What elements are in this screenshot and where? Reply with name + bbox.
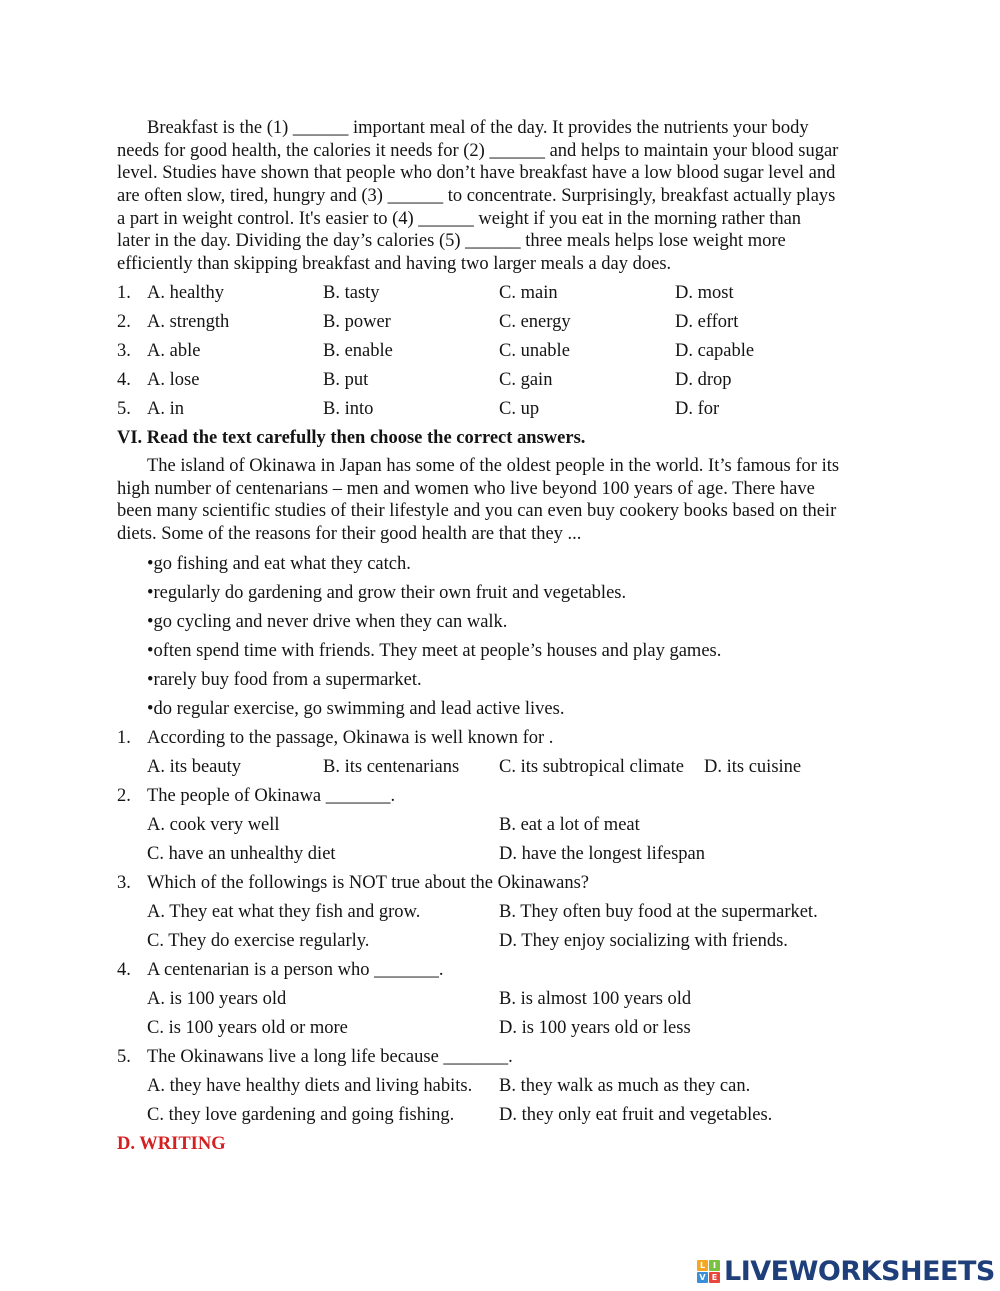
logo-blocks-icon	[697, 1260, 720, 1283]
reading-line: diets. Some of the reasons for their good health are that they ...	[117, 524, 582, 544]
option-d[interactable]: D. for	[675, 399, 720, 419]
option-d[interactable]: D. its cuisine	[704, 757, 802, 777]
question-number: 4.	[117, 370, 131, 390]
option-d[interactable]: D. effort	[675, 312, 739, 332]
bullet-item: •regularly do gardening and grow their own fruit and vegetables.	[147, 583, 627, 603]
option-a[interactable]: A. strength	[147, 312, 230, 332]
cloze-line: level. Studies have shown that people who don’t have breakfast have a low blood sugar level and	[117, 163, 836, 183]
option-c[interactable]: C. They do exercise regularly.	[147, 931, 370, 951]
option-c[interactable]: C. main	[499, 283, 558, 303]
option-a[interactable]: A. is 100 years old	[147, 989, 287, 1009]
question-stem: Which of the followings is NOT true about the Okinawans?	[147, 873, 590, 893]
bullet-item: •do regular exercise, go swimming and lead active lives.	[147, 699, 565, 719]
question-number: 2.	[117, 312, 131, 332]
option-d[interactable]: D. drop	[675, 370, 732, 390]
option-d[interactable]: D. capable	[675, 341, 755, 361]
question-stem: According to the passage, Okinawa is well known for .	[147, 728, 554, 748]
logo-text: LIVEWORKSHEETS	[724, 1255, 995, 1287]
cloze-line: later in the day. Dividing the day’s calories (5) ______ three meals helps lose weight more	[117, 231, 786, 251]
question-number: 5.	[117, 1047, 131, 1067]
reading-line: high number of centenarians – men and women who live beyond 100 years of age. There have	[117, 479, 815, 499]
option-b[interactable]: B. its centenarians	[323, 757, 460, 777]
option-b[interactable]: B. enable	[323, 341, 393, 361]
option-b[interactable]: B. They often buy food at the supermarket.	[499, 902, 818, 922]
question-number: 1.	[117, 283, 131, 303]
writing-heading: D. WRITING	[117, 1134, 226, 1154]
bullet-item: •go fishing and eat what they catch.	[147, 554, 411, 574]
cloze-line: are often slow, tired, hungry and (3) ______ to concentrate. Surprisingly, breakfast actually plays	[117, 186, 836, 206]
cloze-line: Breakfast is the (1) ______ important meal of the day. It provides the nutrients your body	[147, 118, 809, 138]
option-b[interactable]: B. tasty	[323, 283, 380, 303]
option-a[interactable]: A. healthy	[147, 283, 225, 303]
section-heading: VI. Read the text carefully then choose the correct answers.	[117, 428, 586, 448]
option-c[interactable]: C. they love gardening and going fishing.	[147, 1105, 455, 1125]
option-c[interactable]: C. have an unhealthy diet	[147, 844, 336, 864]
bullet-item: •rarely buy food from a supermarket.	[147, 670, 422, 690]
reading-line: The island of Okinawa in Japan has some of the oldest people in the world. It’s famous for its	[147, 456, 840, 476]
option-a[interactable]: A. They eat what they fish and grow.	[147, 902, 421, 922]
question-stem: The Okinawans live a long life because _______.	[147, 1047, 513, 1067]
question-number: 5.	[117, 399, 131, 419]
option-d[interactable]: D. is 100 years old or less	[499, 1018, 691, 1038]
option-c[interactable]: C. is 100 years old or more	[147, 1018, 348, 1038]
question-number: 1.	[117, 728, 131, 748]
option-c[interactable]: C. up	[499, 399, 540, 419]
cloze-line: needs for good health, the calories it needs for (2) ______ and helps to maintain your blood sugar	[117, 141, 839, 161]
option-a[interactable]: A. lose	[147, 370, 200, 390]
question-stem: The people of Okinawa _______.	[147, 786, 396, 806]
question-number: 3.	[117, 873, 131, 893]
option-c[interactable]: C. gain	[499, 370, 553, 390]
option-d[interactable]: D. have the longest lifespan	[499, 844, 706, 864]
logo-block: I	[709, 1260, 720, 1271]
option-b[interactable]: B. is almost 100 years old	[499, 989, 692, 1009]
question-number: 3.	[117, 341, 131, 361]
option-b[interactable]: B. put	[323, 370, 369, 390]
bullet-item: •go cycling and never drive when they can walk.	[147, 612, 508, 632]
logo-block: E	[709, 1272, 720, 1283]
option-d[interactable]: D. they only eat fruit and vegetables.	[499, 1105, 773, 1125]
option-b[interactable]: B. they walk as much as they can.	[499, 1076, 751, 1096]
option-d[interactable]: D. They enjoy socializing with friends.	[499, 931, 788, 951]
option-b[interactable]: B. eat a lot of meat	[499, 815, 640, 835]
cloze-line: a part in weight control. It's easier to (4) ______ weight if you eat in the morning rather than	[117, 209, 802, 229]
option-b[interactable]: B. into	[323, 399, 374, 419]
reading-line: been many scientific studies of their lifestyle and you can even buy cookery books based on their	[117, 501, 837, 521]
option-d[interactable]: D. most	[675, 283, 734, 303]
logo-block: L	[697, 1260, 708, 1271]
option-a[interactable]: A. cook very well	[147, 815, 280, 835]
option-c[interactable]: C. its subtropical climate	[499, 757, 684, 777]
question-stem: A centenarian is a person who _______.	[147, 960, 444, 980]
option-b[interactable]: B. power	[323, 312, 391, 332]
option-a[interactable]: A. in	[147, 399, 184, 419]
logo-block: V	[697, 1272, 708, 1283]
liveworksheets-logo	[697, 1256, 995, 1286]
question-number: 4.	[117, 960, 131, 980]
question-number: 2.	[117, 786, 131, 806]
option-a[interactable]: A. able	[147, 341, 201, 361]
option-c[interactable]: C. energy	[499, 312, 571, 332]
bullet-item: •often spend time with friends. They meet at people’s houses and play games.	[147, 641, 722, 661]
option-a[interactable]: A. its beauty	[147, 757, 242, 777]
option-a[interactable]: A. they have healthy diets and living habits.	[147, 1076, 473, 1096]
option-c[interactable]: C. unable	[499, 341, 570, 361]
cloze-line: efficiently than skipping breakfast and having two larger meals a day does.	[117, 254, 672, 274]
